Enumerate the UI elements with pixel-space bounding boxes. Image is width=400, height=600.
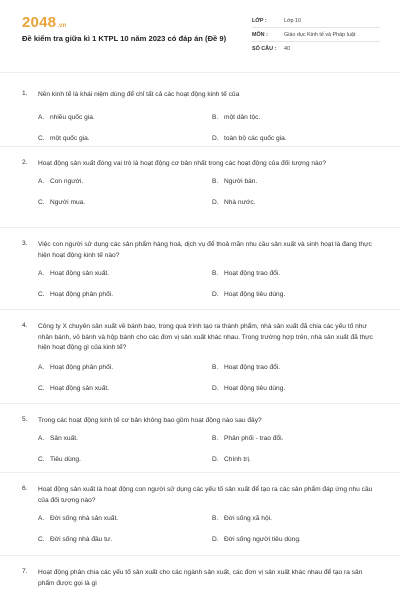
answer-option[interactable]: C. Tiêu dùng.: [38, 455, 81, 463]
answer-option[interactable]: B. Hoạt động trao đổi.: [212, 270, 281, 277]
answer-option[interactable]: B. một dân tộc.: [212, 113, 261, 121]
exam-meta-table: [252, 14, 380, 56]
answer-option[interactable]: A. Con người.: [38, 177, 84, 185]
answer-option[interactable]: D. Hoạt động tiêu dùng.: [212, 291, 286, 298]
answer-option[interactable]: D. Hoạt động tiêu dùng.: [212, 384, 286, 392]
question-text: Hoạt động phân chia các yếu tố sản xuất cho các ngành sản xuất, các đơn vị sản xuất khác nhau để tạo ra sản phẩm được gọi là gì: [38, 569, 363, 587]
question-text: Nền kinh tế là khái niệm dùng để chỉ tất cả các hoạt động kinh tế của: [38, 91, 240, 98]
answer-option[interactable]: A. Hoạt động sản xuất.: [38, 270, 110, 277]
question-number: 5.: [22, 416, 28, 423]
question-item: [0, 555, 400, 595]
answer-option[interactable]: A. nhiều quốc gia.: [38, 113, 95, 121]
question-item: [0, 403, 400, 472]
answer-option[interactable]: D. Chính trị.: [212, 455, 251, 463]
question-text: Trong các hoạt động kinh tế cơ bản không bao gồm hoạt động nào sau đây?: [38, 417, 262, 424]
header-divider: [0, 72, 400, 73]
answer-option[interactable]: D. toàn bộ các quốc gia.: [212, 134, 287, 142]
answer-option[interactable]: B. Hoạt động trao đổi.: [212, 363, 281, 371]
question-text: Hoạt động sản xuất là hoạt động con người sử dụng các yếu tố sản xuất để tạo ra các sản phẩm đáp ứng nhu cầu của đối tượng nào?: [38, 486, 373, 504]
question-item: [0, 146, 400, 227]
answer-option[interactable]: C. một quốc gia.: [38, 134, 90, 142]
question-number: 7.: [22, 568, 28, 575]
question-item: [0, 84, 400, 146]
question-item: [0, 227, 400, 309]
meta-row-class: [252, 14, 380, 28]
meta-key: LỚP :: [252, 18, 267, 24]
site-logo[interactable]: [22, 14, 66, 31]
meta-row-question-count: [252, 42, 380, 56]
meta-value: 40: [284, 46, 290, 52]
answer-option[interactable]: A. Đời sống nhà sản xuất.: [38, 515, 119, 522]
answer-option[interactable]: C. Hoạt động sản xuất.: [38, 384, 110, 392]
logo-main: 2048: [22, 14, 57, 31]
meta-key: MÔN :: [252, 32, 268, 38]
question-number: 3.: [22, 240, 28, 247]
answer-option[interactable]: D. Nhà nước.: [212, 198, 256, 206]
answer-option[interactable]: B. Người bán.: [212, 177, 258, 185]
question-number: 6.: [22, 485, 28, 492]
page-header: [0, 0, 400, 72]
answer-option[interactable]: C. Người mua.: [38, 198, 86, 206]
answer-option[interactable]: D. Đời sống người tiêu dùng.: [212, 536, 301, 543]
meta-value: Lớp 10: [284, 18, 302, 24]
question-item: [0, 472, 400, 555]
meta-value: Giáo dục Kinh tế và Pháp luật: [284, 32, 356, 38]
answer-option[interactable]: C. Đời sống nhà đầu tư.: [38, 536, 113, 543]
question-number: 1.: [22, 90, 28, 97]
meta-key: SỐ CÂU :: [252, 46, 277, 52]
answer-option[interactable]: B. Đời sống xã hội.: [212, 515, 272, 522]
answer-option[interactable]: C. Hoạt động phân phối.: [38, 291, 114, 298]
meta-row-subject: [252, 28, 380, 42]
question-list: [0, 84, 400, 595]
question-number: 2.: [22, 159, 28, 166]
answer-option[interactable]: A. Sản xuất.: [38, 434, 78, 442]
question-text: Công ty X chuyên sản xuất về bánh bao, trong quá trình tạo ra thành phẩm, nhà sản xuất đã chia các yếu tố như nhân bánh, vỏ bánh và hộp bánh cho các đơn vị sản xuất khác nhau. Trong trường hợp trên, nhà sản xuất đã thực hiện hoạt động gì của kinh tế?: [38, 323, 373, 351]
logo-suffix: .vn: [57, 23, 67, 29]
question-text: Hoạt động sản xuất đóng vai trò là hoạt động cơ bản nhất trong các hoạt động của đối tượng nào?: [38, 160, 327, 167]
answer-option[interactable]: A. Hoạt động phân phối.: [38, 363, 114, 371]
page-title: Đề kiểm tra giữa kì 1 KTPL 10 năm 2023 có đáp án (Đề 9): [22, 34, 227, 43]
question-text: Việc con người sử dụng các sản phẩm hàng hoá, dịch vụ để thoả mãn nhu cầu sản xuất và sinh hoạt là đang thực hiện hoạt động kinh tế nào?: [38, 241, 372, 259]
question-item: [0, 309, 400, 403]
answer-option[interactable]: B. Phân phối - trao đổi.: [212, 434, 284, 442]
question-number: 4.: [22, 322, 28, 329]
